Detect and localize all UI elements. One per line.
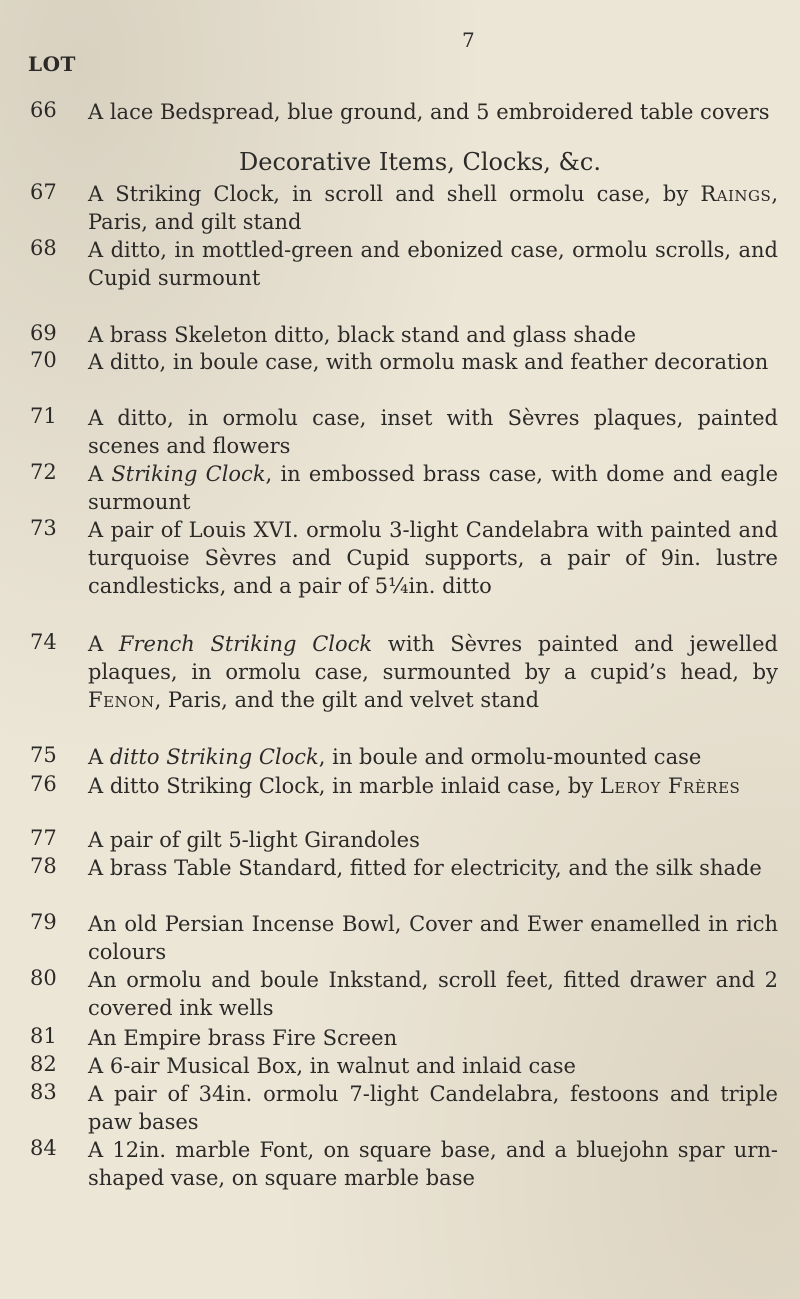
lot-number: 73 xyxy=(30,516,57,540)
lot-description-text: , Paris, and the gilt and velvet stand xyxy=(154,688,540,712)
lot-number: 75 xyxy=(30,743,57,767)
lot-number: 68 xyxy=(30,236,57,260)
lot-description-text: , Paris, and gilt stand xyxy=(88,182,778,234)
lot-description xyxy=(88,236,778,292)
lot-description-text: A ditto Striking Clock, in marble inlaid case, by xyxy=(88,774,600,798)
section-heading: Decorative Items, Clocks, &c. xyxy=(239,148,601,176)
lot-number: 79 xyxy=(30,910,57,934)
lot-description-text: A xyxy=(88,462,112,486)
lot-number: 72 xyxy=(30,460,57,484)
lot-description-text: Leroy Frères xyxy=(599,774,741,798)
lot-description xyxy=(88,910,778,966)
lot-number: 84 xyxy=(30,1136,57,1160)
lot-description-text: A Striking Clock, in scroll and shell ormolu case, by xyxy=(88,182,701,206)
lot-description-text: A pair of 34in. ormolu 7-light Candelabra, festoons and triple paw bases xyxy=(88,1082,778,1134)
lot-description-text: An old Persian Incense Bowl, Cover and Ewer enamelled in rich colours xyxy=(88,912,778,964)
lot-description-text: A brass Skeleton ditto, black stand and glass shade xyxy=(88,323,637,347)
lot-description-text: A ditto, in boule case, with ormolu mask and feather decoration xyxy=(88,350,769,374)
lot-number: 77 xyxy=(30,826,57,850)
lot-description xyxy=(88,516,778,600)
lot-description-text: with Sèvres painted and jewelled plaques, in ormolu case, surmounted by a cupid’s head, by xyxy=(88,632,778,684)
lot-description xyxy=(88,826,778,854)
lot-number: 80 xyxy=(30,966,57,990)
lot-description-text: ditto Striking Clock xyxy=(109,745,319,769)
lot-description xyxy=(88,743,778,771)
lot-description xyxy=(88,180,778,236)
lot-description-text: French Striking Clock xyxy=(118,632,373,656)
lot-description-text: Striking Clock xyxy=(111,462,266,486)
lot-description xyxy=(88,772,778,800)
lot-description-text: , in embossed brass case, with dome and eagle surmount xyxy=(88,462,779,514)
lot-number: 69 xyxy=(30,321,57,345)
lot-description-text: Fenon xyxy=(88,688,155,712)
lot-description xyxy=(88,404,778,460)
lot-description xyxy=(88,98,778,126)
lot-description-text: A 12in. marble Font, on square base, and a bluejohn spar urn-shaped vase, on square marble base xyxy=(88,1138,778,1190)
lot-description-text: Raings xyxy=(700,182,772,206)
lot-description xyxy=(88,348,778,376)
lot-description-text: A ditto, in mottled-green and ebonized case, ormolu scrolls, and Cupid surmount xyxy=(88,238,778,290)
lot-number: 78 xyxy=(30,854,57,878)
lot-number: 82 xyxy=(30,1052,57,1076)
lot-number: 74 xyxy=(30,630,57,654)
lot-number: 66 xyxy=(30,98,57,122)
lot-description xyxy=(88,321,778,349)
lot-description-text: A 6-air Musical Box, in walnut and inlaid case xyxy=(88,1054,576,1078)
lot-description-text: An ormolu and boule Inkstand, scroll feet, fitted drawer and 2 covered ink wells xyxy=(88,968,778,1020)
lot-description-text: A xyxy=(88,745,110,769)
lot-description xyxy=(88,630,778,714)
lot-number: 71 xyxy=(30,404,57,428)
lot-number: 67 xyxy=(30,180,57,204)
lot-number: 76 xyxy=(30,772,57,796)
lot-description xyxy=(88,460,778,516)
lot-description xyxy=(88,1080,778,1136)
lot-description xyxy=(88,1024,778,1052)
lot-description xyxy=(88,1136,778,1192)
lot-description-text: A brass Table Standard, fitted for electricity, and the silk shade xyxy=(88,856,762,880)
lot-description-text: A pair of Louis XVI. ormolu 3-light Candelabra with painted and turquoise Sèvres and Cupid supports, a pair of 9in. lustre candlesticks, and a pair of 5¼in. ditto xyxy=(88,518,778,598)
lot-number: 81 xyxy=(30,1024,57,1048)
lot-number: 70 xyxy=(30,348,57,372)
lot-description xyxy=(88,854,778,882)
lot-description-text: , in boule and ormolu-mounted case xyxy=(318,745,702,769)
lot-column-header: LOT xyxy=(28,52,76,76)
lot-number: 83 xyxy=(30,1080,57,1104)
lot-description xyxy=(88,1052,778,1080)
page-number: 7 xyxy=(462,28,475,52)
lot-description-text: A pair of gilt 5-light Girandoles xyxy=(88,828,420,852)
lot-description-text: A ditto, in ormolu case, inset with Sèvres plaques, painted scenes and flowers xyxy=(88,406,778,458)
lot-description-text: A lace Bedspread, blue ground, and 5 embroidered table covers xyxy=(88,100,770,124)
lot-description xyxy=(88,966,778,1022)
lot-description-text: A xyxy=(88,632,119,656)
lot-description-text: An Empire brass Fire Screen xyxy=(88,1026,398,1050)
